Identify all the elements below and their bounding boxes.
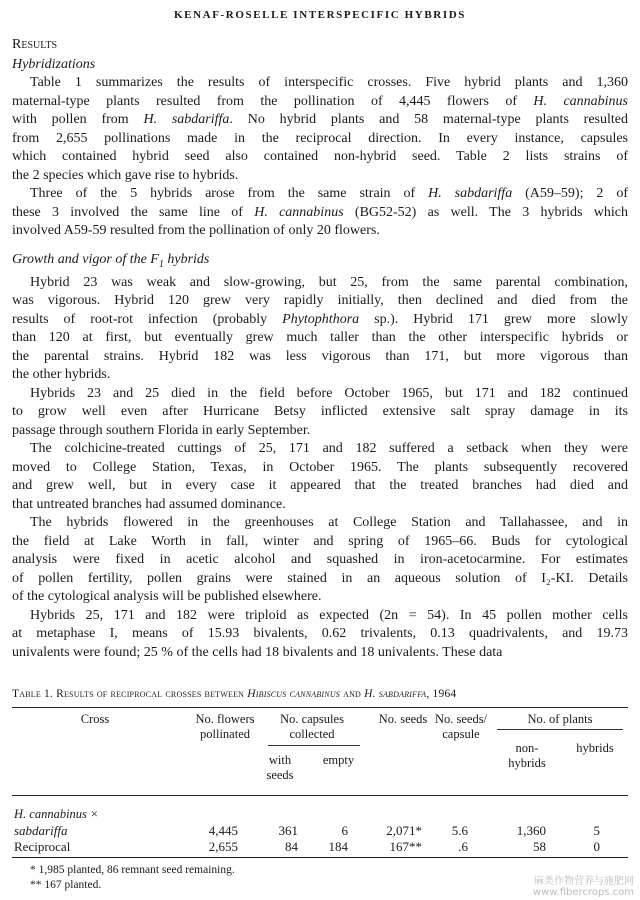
row1-with-seeds: 361 — [278, 823, 298, 838]
text-line: univalents were found; 25 % of the cells had 18 bivalents and 18 univalents. These data — [12, 644, 503, 660]
paragraph-4 — [12, 385, 628, 441]
text-line: from 2,655 pollinations made in the reciprocal direction. In every instance, capsules — [12, 130, 628, 146]
paragraph-6 — [12, 514, 628, 607]
footnote-1: * 1,985 planted, 86 remnant seed remaining. — [30, 864, 235, 876]
watermark-line-1: 麻类作物营养与施肥网 — [534, 876, 634, 887]
text-line: involved A59-59 resulted from the pollination of only 20 flowers. — [12, 223, 380, 238]
text-line: and grew well, but in every case it appeared that the treated branches had died and — [12, 478, 628, 494]
text-line: which contained hybrid seed also contained non-hybrid seed. Table 2 lists strains of — [12, 149, 628, 164]
row2-with-seeds: 84 — [285, 839, 298, 854]
text-line: to grow well even after Hurricane Betsy inflicted extensive salt spray damage in its — [12, 404, 628, 420]
plants-underline — [497, 729, 623, 730]
paragraph-2 — [12, 185, 628, 241]
text-line: of pollen fertility, pollen grains were stained in an aqueous solution of I₂-KI. Details — [12, 570, 628, 586]
body-text — [12, 36, 628, 662]
text-line: results of root-rot infection (probably Phytophthora sp.). Hybrid 171 grew more slowly — [12, 311, 628, 327]
table-top-rule — [12, 707, 628, 708]
results-heading: Results — [12, 37, 58, 52]
capsules-underline — [268, 745, 360, 746]
text-line: these 3 involved the same line of H. cannabinus (BG52-52) as well. The 3 hybrids which — [12, 204, 628, 220]
paragraph-1 — [12, 74, 628, 185]
text-line: maternal-type plants resulted from the pollination of 4,445 flowers of H. cannabinus — [12, 93, 628, 109]
text-line: the 2 species which gave rise to hybrids. — [12, 167, 239, 183]
text-line: passage through southern Florida in early September. — [12, 422, 311, 438]
row1-cross-line2: sabdariffa — [14, 823, 68, 838]
text-line: the field at Lake Worth in fall, winter and spring of 1965–66. Buds for cytological — [12, 533, 628, 549]
watermark — [533, 876, 634, 898]
watermark-line-2: www.fibercrops.com — [532, 887, 634, 898]
header-capsules: No. capsules collected — [280, 712, 344, 741]
row2-per-capsule: .6 — [458, 839, 468, 854]
row2-empty: 184 — [328, 839, 348, 854]
text-line: that untreated branches had assumed dominance. — [12, 496, 286, 512]
hybridizations-heading: Hybridizations — [12, 56, 96, 72]
text-line: of the cytological analysis will be published elsewhere. — [12, 589, 322, 605]
paragraph-7 — [12, 607, 628, 663]
text-line: moved to College Station, Texas, in October 1965. The plants subsequently recovered — [12, 459, 628, 475]
header-hybrids: hybrids — [576, 741, 614, 755]
row2-flowers: 2,655 — [208, 839, 238, 854]
text-line: Hybrid 23 was weak and slow-growing, but 25, from the same parental combination, — [30, 274, 628, 290]
header-seeds-per-capsule: No. seeds/ capsule — [434, 712, 488, 741]
text-line: the other hybrids. — [12, 367, 111, 383]
text-line: Three of the 5 hybrids arose from the same strain of H. sabdariffa (A59–59); 2 of — [30, 186, 628, 201]
text-line: The colchicine-treated cuttings of 25, 171 and 182 suffered a setback when they were — [30, 441, 628, 457]
table-header-rule — [12, 795, 628, 796]
row1-cross-line1: H. cannabinus × — [14, 807, 99, 821]
table-caption: Table 1. Results of reciprocal crosses between Hibiscus cannabinus and H. sabdariffa, 1964 — [12, 688, 457, 700]
row1-seeds: 2,071* — [386, 823, 422, 838]
text-line: at metaphase I, means of 15.93 bivalents, 0.62 trivalents, 0.13 quadrivalents, and 19.73 — [12, 626, 628, 642]
text-line: analysis were fixed in acetic alcohol and squashed in iron-acetocarmine. For estimates — [12, 552, 628, 568]
table-bottom-rule — [12, 857, 628, 858]
footnote-2: ** 167 planted. — [30, 879, 102, 891]
running-head: KENAF-ROSELLE INTERSPECIFIC HYBRIDS — [174, 9, 466, 21]
header-non-hybrids: non-hybrids — [508, 741, 546, 770]
row1-per-capsule: 5.6 — [451, 823, 468, 838]
header-cross: Cross — [80, 712, 110, 726]
growth-heading: Growth and vigor of the $F_1$ hybrids — [12, 251, 210, 270]
row1-non-hybrids: 1,360 — [516, 823, 546, 838]
paragraph-3 — [12, 274, 628, 385]
text-line: Hybrids 23 and 25 died in the field before October 1965, but 171 and 182 continued — [30, 385, 628, 401]
text-line: The hybrids flowered in the greenhouses at College Station and Tallahassee, and in — [30, 515, 628, 531]
row2-seeds: 167** — [389, 839, 422, 854]
header-plants: No. of plants — [527, 712, 593, 726]
row2-hybrids: 0 — [593, 839, 600, 854]
header-with-seeds: with seeds — [266, 753, 294, 782]
text-line: was vigorous. Hybrid 120 grew very rapidly initially, then declined and died from the — [12, 293, 628, 309]
text-line: the parental strains. Hybrid 182 was less vigorous than 171, but more vigorous than — [12, 348, 628, 364]
text-line: than 120 at first, but eventually grew much taller than the other interspecific hybrids or — [12, 330, 628, 346]
paragraph-5 — [12, 440, 628, 514]
row2-non-hybrids: 58 — [533, 839, 546, 854]
row1-empty: 6 — [341, 823, 348, 838]
row1-hybrids: 5 — [593, 823, 600, 838]
header-seeds: No. seeds — [378, 712, 428, 726]
header-empty: empty — [322, 753, 355, 767]
header-flowers: No. flowers pollinated — [195, 712, 255, 741]
text-line: with pollen from H. sabdariffa. No hybrid plants and 58 maternal-type plants resulted — [12, 112, 628, 127]
text-line: Hybrids 25, 171 and 182 were triploid as expected (2n = 54). In 45 pollen mother cells — [30, 607, 628, 623]
row1-flowers: 4,445 — [208, 823, 238, 838]
row2-cross: Reciprocal — [14, 839, 71, 854]
text-line: Table 1 summarizes the results of interspecific crosses. Five hybrid plants and 1,360 — [30, 75, 628, 90]
